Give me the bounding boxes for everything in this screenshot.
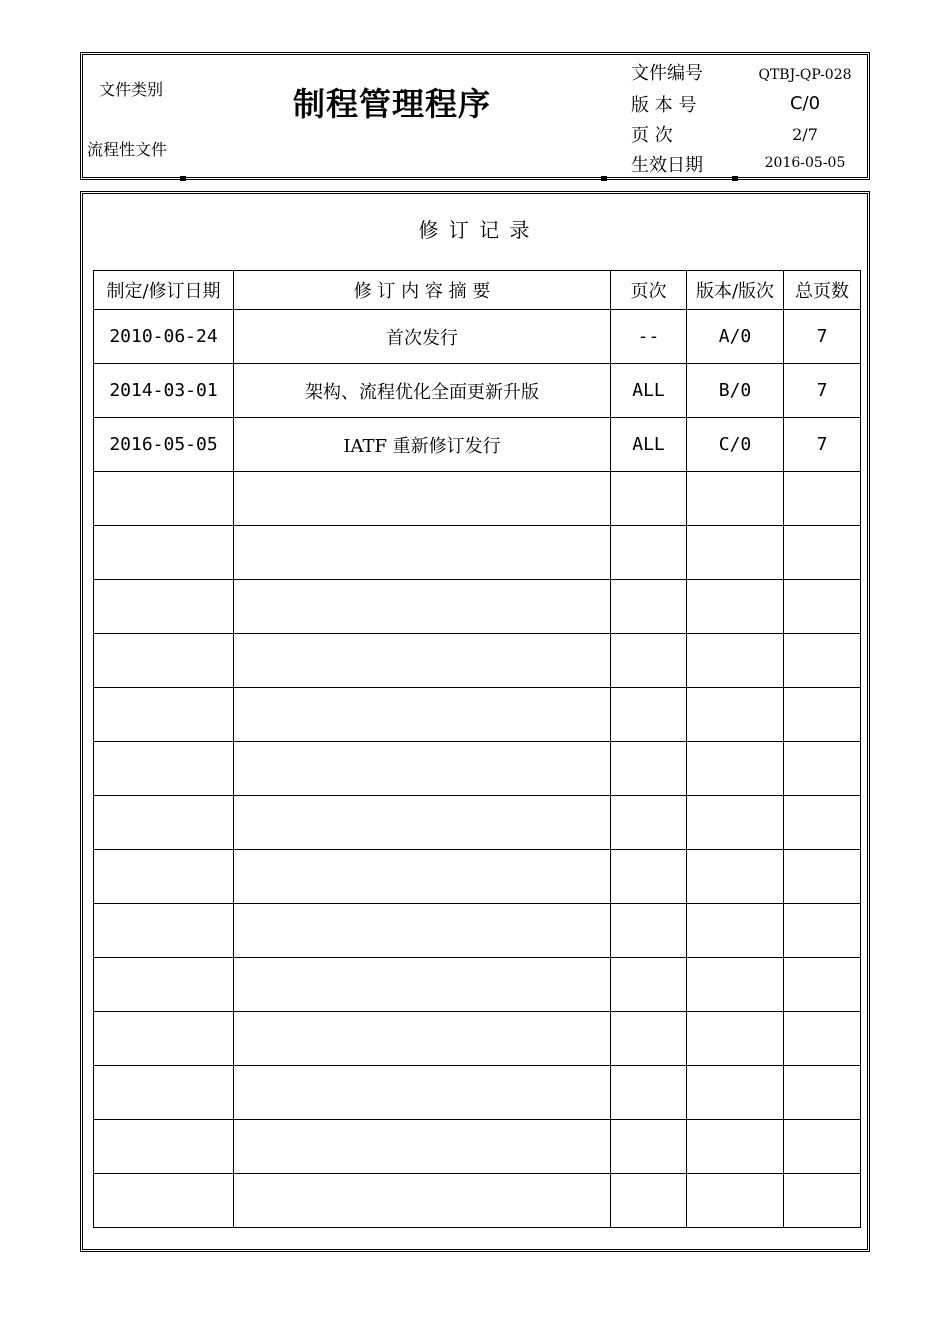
empty-cell <box>234 742 611 796</box>
column-header-summary: 修 订 内 容 摘 要 <box>234 271 611 310</box>
empty-cell <box>611 472 687 526</box>
empty-cell <box>234 472 611 526</box>
category-value: 流程性文件 <box>87 140 168 159</box>
category-label: 文件类别 <box>99 80 164 99</box>
empty-cell <box>784 1120 861 1174</box>
table-header-row <box>94 271 861 310</box>
empty-cell <box>687 742 784 796</box>
empty-cell <box>687 1012 784 1066</box>
empty-table-row <box>94 904 861 958</box>
empty-cell <box>784 526 861 580</box>
empty-cell <box>234 1012 611 1066</box>
empty-cell <box>94 1174 234 1228</box>
empty-cell <box>784 580 861 634</box>
empty-cell <box>687 850 784 904</box>
empty-cell <box>784 1174 861 1228</box>
tick-mark <box>732 176 738 181</box>
empty-cell <box>234 850 611 904</box>
empty-cell <box>687 580 784 634</box>
empty-cell <box>687 472 784 526</box>
empty-table-row <box>94 850 861 904</box>
empty-cell <box>611 580 687 634</box>
document-header <box>80 52 870 180</box>
empty-cell <box>784 850 861 904</box>
cell-total-pages: 7 <box>784 418 861 472</box>
page-label: 页 次 <box>631 125 673 146</box>
empty-cell <box>234 580 611 634</box>
empty-cell <box>94 472 234 526</box>
empty-cell <box>611 850 687 904</box>
doc-no-label: 文件编号 <box>631 63 703 84</box>
cell-summary: IATF 重新修订发行 <box>234 418 611 472</box>
empty-cell <box>94 796 234 850</box>
empty-cell <box>234 904 611 958</box>
empty-table-row <box>94 472 861 526</box>
empty-cell <box>611 742 687 796</box>
empty-cell <box>687 958 784 1012</box>
empty-cell <box>94 850 234 904</box>
empty-cell <box>234 796 611 850</box>
cell-total-pages: 7 <box>784 310 861 364</box>
column-header-version: 版本/版次 <box>687 271 784 310</box>
empty-table-row <box>94 742 861 796</box>
document-title: 制程管理程序 <box>293 85 492 123</box>
empty-cell <box>611 688 687 742</box>
cell-date: 2016-05-05 <box>94 418 234 472</box>
empty-table-row <box>94 1066 861 1120</box>
empty-cell <box>611 796 687 850</box>
cell-summary: 架构、流程优化全面更新升版 <box>234 364 611 418</box>
empty-cell <box>784 958 861 1012</box>
empty-table-row <box>94 634 861 688</box>
empty-cell <box>784 904 861 958</box>
empty-cell <box>94 580 234 634</box>
empty-cell <box>784 742 861 796</box>
empty-cell <box>94 688 234 742</box>
empty-cell <box>687 796 784 850</box>
empty-cell <box>687 1174 784 1228</box>
empty-cell <box>784 1066 861 1120</box>
empty-cell <box>611 1066 687 1120</box>
version-label: 版 本 号 <box>631 95 697 116</box>
empty-cell <box>687 1066 784 1120</box>
empty-cell <box>234 1066 611 1120</box>
empty-table-row <box>94 1174 861 1228</box>
empty-cell <box>94 1012 234 1066</box>
column-header-total-pages: 总页数 <box>784 271 861 310</box>
cell-version: B/0 <box>687 364 784 418</box>
empty-cell <box>234 958 611 1012</box>
table-row <box>94 310 861 364</box>
empty-cell <box>234 1174 611 1228</box>
empty-cell <box>94 958 234 1012</box>
empty-cell <box>611 526 687 580</box>
table-row <box>94 364 861 418</box>
empty-table-row <box>94 1120 861 1174</box>
page-value: 2/7 <box>792 125 818 144</box>
empty-cell <box>784 796 861 850</box>
empty-cell <box>94 526 234 580</box>
empty-cell <box>611 904 687 958</box>
empty-cell <box>687 526 784 580</box>
cell-page: ALL <box>611 418 687 472</box>
column-header-date: 制定/修订日期 <box>94 271 234 310</box>
revision-table <box>93 270 861 1228</box>
empty-cell <box>611 958 687 1012</box>
empty-table-row <box>94 580 861 634</box>
revision-record <box>80 191 870 1252</box>
cell-date: 2014-03-01 <box>94 364 234 418</box>
empty-cell <box>234 526 611 580</box>
empty-cell <box>687 904 784 958</box>
tick-mark <box>180 176 186 181</box>
empty-cell <box>784 472 861 526</box>
empty-cell <box>611 1120 687 1174</box>
doc-no-value: QTBJ-QP-028 <box>758 67 852 83</box>
version-value: C/0 <box>789 93 821 114</box>
cell-page: -- <box>611 310 687 364</box>
effective-date-label: 生效日期 <box>631 155 703 176</box>
empty-cell <box>234 634 611 688</box>
empty-table-row <box>94 526 861 580</box>
table-row <box>94 418 861 472</box>
cell-version: C/0 <box>687 418 784 472</box>
cell-summary: 首次发行 <box>234 310 611 364</box>
cell-page: ALL <box>611 364 687 418</box>
cell-date: 2010-06-24 <box>94 310 234 364</box>
empty-table-row <box>94 1012 861 1066</box>
record-title: 修 订 记 录 <box>418 218 532 242</box>
empty-cell <box>234 688 611 742</box>
empty-cell <box>687 688 784 742</box>
empty-cell <box>94 904 234 958</box>
tick-mark <box>601 176 607 181</box>
empty-cell <box>94 1120 234 1174</box>
effective-date-value: 2016-05-05 <box>764 155 846 171</box>
cell-total-pages: 7 <box>784 364 861 418</box>
empty-cell <box>611 1012 687 1066</box>
empty-cell <box>687 634 784 688</box>
empty-cell <box>611 634 687 688</box>
empty-cell <box>611 1174 687 1228</box>
empty-cell <box>784 688 861 742</box>
column-header-page: 页次 <box>611 271 687 310</box>
cell-version: A/0 <box>687 310 784 364</box>
empty-cell <box>784 1012 861 1066</box>
empty-cell <box>784 634 861 688</box>
empty-cell <box>234 1120 611 1174</box>
empty-cell <box>94 1066 234 1120</box>
empty-table-row <box>94 958 861 1012</box>
empty-cell <box>94 634 234 688</box>
empty-cell <box>94 742 234 796</box>
empty-table-row <box>94 796 861 850</box>
empty-table-row <box>94 688 861 742</box>
empty-cell <box>687 1120 784 1174</box>
